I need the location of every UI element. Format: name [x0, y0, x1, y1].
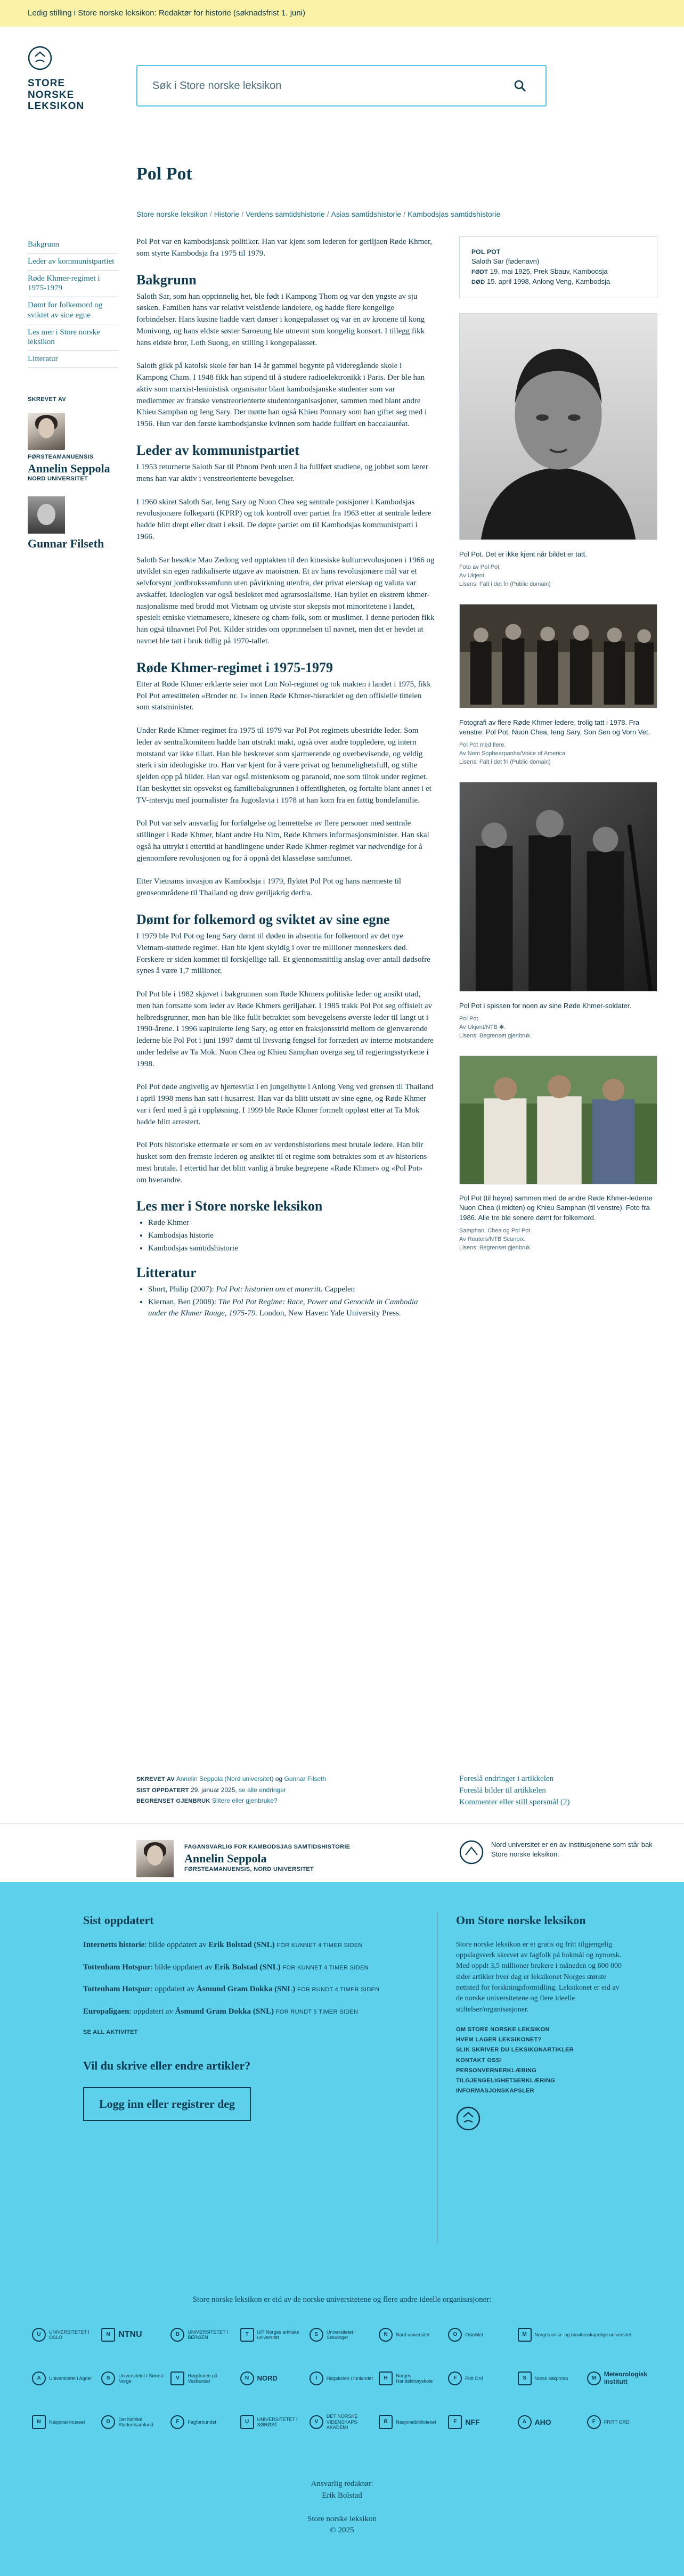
owner-name: UNIVERSITETET I SØRØST: [257, 2416, 298, 2427]
owner-logo[interactable]: [379, 2368, 444, 2389]
figure-credit: [459, 563, 657, 589]
author-org: NORD UNIVERSITET: [28, 475, 88, 482]
academy-icon: V: [310, 2415, 323, 2429]
write-prompt: Vil du skrive eller endre artikler?: [83, 2058, 251, 2072]
article-meta: [136, 1773, 435, 1806]
owner-logo[interactable]: [310, 2324, 374, 2345]
owner-name: Fritt Ord: [465, 2375, 483, 2381]
credit-line: Foto av Pol Pot: [459, 564, 500, 571]
copyright: © 2025: [330, 2526, 354, 2535]
meta-key: SIST OPPDATERT: [136, 1787, 189, 1794]
owner-name: NFF: [465, 2417, 480, 2426]
paragraph: Etter Vietnams invasjon av Kambodsja i 1979, flyktet Pol Pot og hans nærmeste til grenseområdene til Thailand og drev geriljakrig derfra.: [136, 877, 402, 898]
paragraph: I 1960 skiret Saloth Sar, Ieng Sary og Nuon Chea seg sentrale posisjoner i Kambodsjas revolusjonære folkeparti (KPRP) og tok kontroll over partiet fra 1963 etter at sentrale ledere hadde blitt drept eller dratt i eksil. De døpte partiet om til Kambodsjas kommunistparti i 1966.: [136, 497, 431, 541]
owner-logo[interactable]: [448, 2411, 513, 2433]
meta-conjunction: og: [273, 1775, 284, 1782]
suggest-images-link[interactable]: Foreslå bilder til artikkelen: [459, 1786, 546, 1795]
uis-icon: S: [310, 2328, 323, 2342]
footer-bottom: [0, 2479, 684, 2537]
author-name-link[interactable]: Gunnar Filseth: [28, 536, 104, 550]
article-body: [136, 236, 435, 1329]
avatar-face: [38, 418, 54, 438]
update-text: : oppdatert av: [129, 2007, 175, 2016]
owner-logo[interactable]: [518, 2368, 583, 2389]
editor-label: FAGANSVARLIG FOR KAMBODSJAS SAMTIDSHISTORIE: [184, 1843, 351, 1850]
owner-logo[interactable]: [448, 2324, 513, 2345]
owner-logo[interactable]: [240, 2368, 305, 2389]
meta-key: SKREVET AV: [136, 1776, 175, 1782]
owner-name: NORD: [257, 2374, 278, 2382]
owner-logo[interactable]: [32, 2368, 97, 2389]
update-time: FOR RUNDT 4 TIMER SIDEN: [297, 1986, 380, 1993]
nord-university-icon: [459, 1840, 484, 1864]
figure-caption: Pol Pot (til høyre) sammen med de andre Røde Khmer-lederne Nuon Chea (i midten) og Khieu Samphan (til venstre). Foto fra 1986. Alle tre ble senere dømt for folkemord.: [459, 1194, 653, 1222]
meta-author-link[interactable]: Annelin Seppola (Nord universitet): [176, 1775, 274, 1782]
lit-author: Kiernan, Ben (2008):: [148, 1297, 218, 1306]
footer-brand: Store norske leksikon: [307, 2514, 377, 2523]
owner-logo[interactable]: [448, 2368, 513, 2389]
editor-avatar[interactable]: [136, 1840, 174, 1877]
logo-wordmark: [28, 78, 113, 113]
license-line: Lisens: Begrenset gjenbruk: [459, 1032, 531, 1039]
factbox-value: 15. april 1998, Anlong Veng, Kambodsja: [486, 277, 610, 286]
site-logo[interactable]: [28, 46, 113, 112]
article-actions: [459, 1773, 657, 1808]
owner-name: OsloMet: [465, 2332, 483, 2337]
breadcrumb-item[interactable]: Store norske leksikon: [136, 210, 208, 218]
list-item: [148, 1297, 435, 1320]
nasjonalmuseet-icon: N: [32, 2415, 46, 2429]
see-all-activity-link[interactable]: SE ALL AKTIVITET: [83, 2029, 138, 2035]
owner-logo[interactable]: [240, 2411, 305, 2433]
owner-logo[interactable]: [310, 2411, 374, 2433]
subject-editor-section: [0, 1823, 684, 1882]
owner-logo[interactable]: [379, 2411, 444, 2433]
author-avatar[interactable]: [28, 413, 65, 450]
institution-note: [459, 1840, 657, 1864]
update-item: [83, 1984, 424, 1996]
nord-icon: N: [379, 2328, 393, 2342]
license-line: Lisens: Falt i det fri (Public domain): [459, 580, 551, 587]
owners-intro: Store norske leksikon er eid av de norske universitetene og flere andre ideelle organisasjoner:: [192, 2295, 492, 2304]
footer-link[interactable]: SLIK SKRIVER DU LEKSIKONARTIKLER: [456, 2047, 574, 2054]
owner-name: UNIVERSITETET I BERGEN: [188, 2329, 229, 2340]
paragraph: Pol Pot var selv ansvarlig for forfølgelse og henrettelse av flere personer med sentrale stillinger i Røde Khmer, blant andre Hu Nim, Røde Khmers informasjonsminister. Han skal også ha uttrykt i etterttid at handlingene under Røde Khmer-regimet var nødvendige for å gjennomføre revolusjonen og for å oppnå det klasseløse samfunnet.: [136, 819, 429, 863]
toc-link[interactable]: Dømt for folkemord og sviktet av sine egne: [28, 297, 118, 324]
owner-name: Universitetet i Stavanger: [326, 2329, 356, 2340]
figure-caption: Pol Pot. Det er ikke kjent når bildet er tatt.: [459, 550, 587, 558]
reuse-link[interactable]: Slitere eller gjenbruke?: [211, 1797, 278, 1805]
article-sidebar: [459, 236, 657, 1253]
meta-author-link[interactable]: Gunnar Filseth: [284, 1775, 327, 1782]
breadcrumb-item[interactable]: Asias samtidshistorie: [331, 210, 402, 218]
leaders-photo[interactable]: [459, 1056, 657, 1184]
owner-name: UiT Norges arktiske universitet: [257, 2329, 299, 2340]
owner-name: Universitetet i Sørøst-Norge: [118, 2373, 165, 2384]
toc-link[interactable]: Les mer i Store norske leksikon: [28, 324, 118, 351]
update-text: : oppdatert av: [150, 1985, 197, 1994]
owner-logo[interactable]: [101, 2324, 166, 2345]
owner-name: Norsk sakprosa: [534, 2375, 568, 2381]
read-more-link[interactable]: Kambodsjas historie: [148, 1231, 214, 1240]
owner-logo[interactable]: [32, 2411, 97, 2433]
login-button[interactable]: Logg inn eller registrer deg: [83, 2087, 251, 2121]
factbox-value: 19. mai 1925, Prek Sbauv, Kambodsja: [490, 267, 608, 276]
met-icon: M: [587, 2371, 601, 2385]
figure-credit: [459, 1015, 657, 1041]
factbox-title: POL POT: [471, 248, 501, 256]
see-changes-link[interactable]: se alle endringer: [239, 1786, 286, 1794]
paragraph: I 1953 returnerte Saloth Sar til Phnom Penh uten å ha fullført studiene, og jobbet som lærer mens han var aktiv i venstreorienterte bevegelser.: [136, 463, 428, 483]
figure-credit: [459, 741, 657, 767]
paragraph: Saloth Sar besøkte Mao Zedong ved opptakten til den kinesiske kulturrevolusjonen i 1966 og utviklet sin egen radikaliserte utgave av maoismen. Et av hans revolusjonære mål var et selvforsynt jordbrukssamfunn uten påvirkning utenfra, der privat eierskap og valuta var avskaffet. Ideologien var også beslektet med agrarsosialisme. Han byllet en ekstrem khmer-nasjonalisme med brodd mot Vietnam og utviste stor skepsis mot minoritetene i landet, spesielt etniske vietnamesere, kinesere og cham-folk, som er muslimer. I denne perioden fikk han også tilnavnet Pol Pot. Kilder strides om opprinnelsen til navnet, men det er hevdet at navnet ble tatt i bruk tidlig på 1970-tallet.: [136, 555, 435, 645]
lit-publisher: Cappelen: [322, 1285, 355, 1294]
snl-logo-icon: [456, 2106, 481, 2131]
about-text: Store norske leksikon er et gratis og fritt tilgjengelig oppslagsverk skrevet av fagfolk på bokmål og nynorsk. Med oppdt 3,5 millioner brukere i måneden og 600 000 sider artikler hver dag er leksikonet Norges største nettsted for forskningsformidling. Leksikonet er eid av de norske universitetene og flere ideelle stiftelser/organisasjoner.: [456, 1940, 622, 2014]
author-role: FØRSTEAMANUENSIS: [28, 453, 94, 460]
site-footer: [0, 1882, 684, 2576]
update-time: FOR KUNNET 4 TIMER SIDEN: [276, 1942, 363, 1949]
article-intro: Pol Pot var en kambodsjansk politiker. Han var kjent som lederen for geriljaen Røde Khmer, som styrte Kambodsja fra 1975 til 1979.: [136, 238, 433, 258]
meta-updated: [136, 1785, 435, 1796]
update-item: [83, 1962, 424, 1974]
footer-link[interactable]: HVEM LAGER LEKSIKONET?: [456, 2037, 542, 2043]
logo-line-2: NORSKE: [28, 89, 75, 101]
list-item: [148, 1217, 435, 1229]
license-line: Lisens: Falt i det fri (Public domain): [459, 758, 551, 765]
uia-icon: A: [32, 2371, 46, 2385]
search-icon: [514, 79, 526, 92]
update-article-link[interactable]: Tottenham Hotspur: [83, 1962, 151, 1972]
update-item: [83, 2006, 424, 2018]
owner-name: Høgskolen i Innlandet: [326, 2375, 373, 2381]
portrait-photo[interactable]: [459, 313, 657, 540]
owner-logo[interactable]: [587, 2368, 652, 2389]
section-heading: Les mer i Store norske leksikon: [136, 1198, 323, 1214]
paragraph: Pol Pot døde angivelig av hjertesvikt i en jungelhytte i Anlong Veng ved grensen til Thailand i april 1998 mens han satt i husarrest. Han var da blitt utstøtt av sine egne, og Røde Khmer var i ferd med å gå i oppløsning. I 1999 ble Røde Khmer formelt oppløst etter at Ta Mok hadde blitt arrestert.: [136, 1083, 434, 1126]
owner-name: AHO: [534, 2417, 551, 2426]
owner-logo[interactable]: [379, 2324, 444, 2345]
footer-link[interactable]: OM STORE NORSKE LEKSIKON: [456, 2026, 550, 2033]
recent-updates: [83, 1912, 424, 2121]
footer-link[interactable]: TILGJENGELIGHETSERKLÆRING: [456, 2078, 555, 2084]
owner-logo[interactable]: [587, 2411, 652, 2433]
author-name-link[interactable]: Annelin Seppola: [28, 461, 110, 475]
logo-icon: [28, 46, 52, 70]
owner-name: Meteorologisk institutt: [604, 2370, 648, 2385]
owner-name: Nasjonal-museet: [49, 2419, 85, 2425]
owner-name: Nord universitet: [396, 2332, 430, 2337]
about-title: Om Store norske leksikon: [456, 1913, 586, 1927]
breadcrumb-separator: /: [327, 210, 329, 218]
recent-updates-title: Sist oppdatert: [83, 1913, 154, 1927]
paragraph: Pol Pots historiske ettermæle er som en av verdenshistoriens mest brutale ledere. Han blir husket som den fremste lederen og ansiktet til et regime som betraktes som et av historiens mest brutale. I ettertid har det blitt vanlig å bruke begrepene «Røde Khmer» og «Pol Pot» om hverandre.: [136, 1141, 427, 1184]
nff-icon: F: [448, 2415, 462, 2429]
toc-link[interactable]: Leder av kommunistpartiet: [28, 253, 118, 271]
figure-caption: Pol Pot i spissen for noen av sine Røde Khmer-soldater.: [459, 1001, 631, 1010]
factbox-died: [471, 277, 645, 287]
aho-icon: A: [518, 2415, 532, 2429]
banner-text[interactable]: Ledig stilling i Store norske leksikon: Redaktør for historie (søknadsfrist 1. juni): [28, 9, 306, 18]
paragraph: Saloth Sar, som han opprinnelig het, ble født i Kampong Thom og var den yngste av sju søsken. Familien hans var relativt velstående landeiere, og hadde flere kongelige forbindelser. Hans kusine hadde vært danser i kongepalasset og var en av kronene til kong Monivong, og hans eldste søster Saroeung ble utnevnt som kongelig konsort. I tillegg fikk hans eldste bror, Loth Suong, en stilling i kongepalasset.: [136, 292, 425, 347]
owner-name: FRITT ORD: [604, 2419, 630, 2425]
editor-info: [184, 1843, 350, 1874]
site-header: [0, 27, 684, 138]
breadcrumb-separator: /: [209, 210, 212, 218]
sakprosa-icon: S: [518, 2371, 532, 2385]
search-bar: [136, 65, 547, 107]
fagforbundet-icon: F: [170, 2415, 184, 2429]
owner-logo[interactable]: [32, 2324, 97, 2345]
owner-name: Det Norske Studentsamfund: [118, 2416, 153, 2427]
breadcrumb-item[interactable]: Verdens samtidshistorie: [246, 210, 325, 218]
subject-editor: [136, 1840, 350, 1877]
update-author: Erik Bolstad (SNL): [214, 1962, 281, 1972]
lit-title: The Pol Pot Regime: Race, Power and Genocide in Cambodia under the Khmer Rouge, 1975-79.: [148, 1297, 418, 1318]
inn-icon: I: [310, 2371, 323, 2385]
owner-logo[interactable]: [518, 2324, 652, 2345]
paragraph: Pol Pot ble i 1982 skjøvet i bakgrunnen som Røde Khmers politiske leder og ansikt utad, men han fortsatte som leder av Røde Khmers geriljahær. I 1985 trakk Pol Pot seg offisielt av helbredsgrunner, men han ble like fullt betraktet som bevegelsens øverste leder til langt ut i 1990-årene. I 1996 kapitulerte Ieng Sary, og etter en fraksjonsstrid mellom de gjenværende lederne ble Pol Pot i juni 1997 dømt til livsvarig fengsel for forræderi av interne motstandere under ledelse av Ta Mok. Nuon Chea og Khieu Samphan overga seg til regjeringsstyrkene i 1998.: [136, 990, 434, 1068]
footer-link[interactable]: INFORMASJONSKAPSLER: [456, 2088, 534, 2095]
fritt-ord-icon: F: [587, 2415, 601, 2429]
figure-caption: Fotografi av flere Røde Khmer-ledere, trolig tatt i 1978. Fra venstre: Pol Pot, Nuon Chea, Ieng Sary, Son Sen og Vorn Vet.: [459, 718, 650, 736]
owner-logo[interactable]: [310, 2368, 374, 2389]
list-item: [148, 1243, 435, 1255]
toc-link[interactable]: Litteratur: [28, 351, 118, 368]
factbox-born: [471, 267, 645, 277]
factbox: [459, 236, 657, 298]
update-item: [83, 1940, 424, 1951]
update-author: Åsmund Gram Dokka (SNL): [175, 2007, 274, 2016]
ntnu-icon: N: [101, 2328, 115, 2342]
factbox-key: DØD: [471, 279, 485, 286]
owner-logo[interactable]: [170, 2411, 235, 2433]
list-item: [148, 1284, 435, 1296]
owner-name: NTNU: [118, 2329, 142, 2339]
figure: [459, 782, 657, 1041]
usn-icon: S: [101, 2371, 115, 2385]
authors-label: SKREVET AV: [28, 396, 67, 403]
group-photo[interactable]: [459, 604, 657, 708]
article-area: [0, 138, 684, 1821]
breadcrumb-item[interactable]: Historie: [214, 210, 240, 218]
update-author: Åsmund Gram Dokka (SNL): [196, 1985, 296, 1994]
literature-list: [148, 1284, 435, 1320]
owner-name: DET NORSKE VIDENSKAPS-AKADEMI: [326, 2414, 359, 2431]
update-text: : bilde oppdatert av: [150, 1962, 215, 1972]
hvl-icon: V: [170, 2371, 184, 2385]
section-heading: Leder av kommunistpartiet: [136, 442, 299, 458]
announcement-banner[interactable]: [0, 0, 684, 27]
toc-link[interactable]: Bakgrunn: [28, 236, 118, 253]
update-text: : bilde oppdatert av: [144, 1940, 209, 1949]
university-seal-icon: U: [32, 2328, 46, 2342]
breadcrumb-separator: /: [403, 210, 406, 218]
editor-in-chief-label: Ansvarlig redaktør:: [311, 2480, 373, 2488]
owner-logo[interactable]: [518, 2411, 583, 2433]
oslomet-icon: O: [448, 2328, 462, 2342]
nasjonalbiblioteket-icon: B: [379, 2415, 393, 2429]
update-article-link[interactable]: Europaligaen: [83, 2007, 129, 2016]
fritt-ord-icon: F: [448, 2371, 462, 2385]
author-avatar[interactable]: [28, 496, 65, 534]
breadcrumb-separator: /: [241, 210, 244, 218]
meta-key: BEGRENSET GJENBRUK: [136, 1798, 210, 1805]
owner-name: UNIVERSITETET I OSLO: [49, 2329, 89, 2340]
factbox-realname: Saloth Sar (fødenavn): [471, 257, 540, 266]
comment-link[interactable]: Kommenter eller still spørsmål (2): [459, 1797, 570, 1806]
credit-line: Av Ukjent/NTB ✱.: [459, 1024, 506, 1031]
owner-logos: [32, 2324, 652, 2433]
license-line: Lisens: Begrenset gjenbruk: [459, 1244, 531, 1251]
institution-note-text: Nord universitet er en av institusjonene som står bak Store norske leksikon.: [491, 1841, 653, 1859]
breadcrumb-item[interactable]: Kambodsjas samtidshistorie: [408, 210, 501, 218]
section-heading: Litteratur: [136, 1264, 197, 1280]
update-time: FOR RUNDT 5 TIMER SIDEN: [275, 2009, 359, 2016]
lit-title: Pol Pot: historien om et mareritt.: [216, 1285, 323, 1294]
avatar-face: [147, 1845, 163, 1866]
figure: [459, 604, 657, 767]
credit-line: Samphan, Chea og Pol Pot: [459, 1227, 531, 1234]
section-heading: Røde Khmer-regimet i 1975-1979: [136, 659, 333, 675]
university-seal-icon: B: [170, 2328, 184, 2342]
lit-author: Short, Philip (2007):: [148, 1285, 216, 1294]
list-item: [148, 1230, 435, 1242]
spacer: [0, 2502, 684, 2514]
soldiers-photo[interactable]: [459, 782, 657, 992]
search-button[interactable]: [509, 75, 531, 96]
credit-line: Av Ukjent.: [459, 572, 486, 579]
figure: [459, 1056, 657, 1253]
update-article-link[interactable]: Internetts historie: [83, 1940, 145, 1949]
figure-credit: [459, 1227, 657, 1253]
credit-line: Av Reuters/NTB Scanpix.: [459, 1236, 526, 1242]
owner-name: Universitetet i Agder: [49, 2375, 92, 2381]
avatar-face: [37, 504, 55, 525]
section-heading: Dømt for folkemord og sviktet av sine egne: [136, 911, 390, 927]
owner-logo[interactable]: [101, 2411, 166, 2433]
suggest-changes-link[interactable]: Foreslå endringer i artikkelen: [459, 1774, 554, 1783]
owner-name: Høgskulen på Vestlandet: [188, 2373, 217, 2384]
section-heading: Bakgrunn: [136, 272, 197, 288]
uit-icon: T: [240, 2328, 254, 2342]
owner-logo[interactable]: [240, 2324, 305, 2345]
paragraph: Etter at Røde Khmer erklærte seier mot Lon Nol-regimet og tok makten i landet i 1975, fikk Pol Pot arrestittelen «Broder nr. 1» innen Røde Khmer-hierarkiet og den offisielle tittelen som statsminister.: [136, 680, 431, 712]
update-time: FOR KUNNET 4 TIMER SIDEN: [282, 1964, 369, 1971]
paragraph: Saloth gikk på katolsk skole før han 14 år gammel begynte på videregående skole i Kampong Cham. I 1948 fikk han stipend til å studere radioelektronikk i Paris. Der ble han aktiv som marxist-leninistisk organisator blant kambodsjanske studenter som var medlemmer av franske venstreorienterte studentorganisasjoner, sammen med blant andre Khieu Samphan og Ieng Sary. Der møtte han også Khieu Ponnary som han giftet seg med i 1956. Hun var den første kambodsjanske kvinnen som hadde fullført en baccalauréat.: [136, 362, 427, 429]
footer-link[interactable]: PERSONVERNERKLÆRING: [456, 2067, 537, 2074]
nmbu-icon: M: [518, 2328, 532, 2342]
credit-line: Av Nem Sophearpanha/Voice of America.: [459, 750, 567, 757]
figure: [459, 313, 657, 589]
table-of-contents: [28, 236, 118, 550]
owner-name: Nasjonalbiblioteket: [396, 2419, 436, 2425]
owner-name: Norges Handelshøyskole: [396, 2373, 433, 2384]
editor-name-link[interactable]: Annelin Seppola: [184, 1851, 267, 1865]
breadcrumb: [136, 209, 500, 219]
owner-logo[interactable]: [170, 2324, 235, 2345]
editor-in-chief-link[interactable]: Erik Bolstad: [322, 2491, 362, 2500]
meta-reuse: [136, 1795, 435, 1806]
nhh-icon: H: [379, 2371, 393, 2385]
footer-link[interactable]: KONTAKT OSS!: [456, 2057, 502, 2064]
editor-role: FØRSTEAMANUENSIS, NORD UNIVERSITET: [184, 1866, 314, 1873]
logo-line-3: LEKSIKON: [28, 101, 85, 112]
credit-line: Pol Pot med flere.: [459, 741, 506, 748]
nord-icon: N: [240, 2371, 254, 2385]
lit-publisher: London, New Haven: Yale University Press.: [257, 1309, 401, 1318]
paragraph: I 1979 ble Pol Pot og Ieng Sary dømt til døden in absentia for folkemord av det nye Vietnam-støttede regimet. Han ble kjent skyldig i over tre millioner menneskers død. Forskere er siden kommet til forskjellige tall. Et gjennomsnittlig anslag over antall dødsofre synes å være 1,7 millioner.: [136, 932, 430, 976]
toc-link[interactable]: Røde Khmer-regimet i 1975-1979: [28, 271, 118, 298]
factbox-key: FØDT: [471, 269, 488, 276]
owner-name: Norges miljø- og biovitenskapelige universitet: [534, 2332, 631, 2337]
credit-line: Pol Pot.: [459, 1015, 480, 1022]
studentsamfund-icon: D: [101, 2415, 115, 2429]
page-title: Pol Pot: [136, 164, 192, 184]
read-more-list: [148, 1217, 435, 1254]
owner-logo[interactable]: [101, 2368, 166, 2389]
meta-value: 29. januar 2025,: [191, 1786, 237, 1794]
usn-icon: U: [240, 2415, 254, 2429]
logo-line-1: STORE: [28, 77, 66, 89]
read-more-link[interactable]: Røde Khmer: [148, 1219, 190, 1228]
owner-name: Fagforbundet: [188, 2419, 216, 2425]
search-input[interactable]: [152, 80, 509, 92]
meta-written: [136, 1773, 435, 1785]
paragraph: Under Røde Khmer-regimet fra 1975 til 1979 var Pol Pot regimets ubestridte leder. Som leder av sentralkomiteen hadde han utstrakt makt, også over andre toppledere, og intern motstand var ikke tillatt. Han ble beskrevet som sjarmerende og overbevisende, og veldig sterk i sin ideologiske tro. Han var kjent for å være privat og hemmelighetsfull, og stilte sjelden opp på bilder. Han var også mistenksom og paranoid, noe som tiltok under regimet. Han beskyttet sin opsvekst og familiebakgrunnen i offentligheten, og fortalte blant annet i et TV-intervju med journalister fra Jugoslavia i 1978 at han kom fra en fattig bondefamilie.: [136, 726, 431, 805]
read-more-link[interactable]: Kambodsjas samtidshistorie: [148, 1244, 238, 1253]
update-article-link[interactable]: Tottenham Hotspur: [83, 1985, 151, 1994]
owner-logo[interactable]: [170, 2368, 235, 2389]
update-author: Erik Bolstad (SNL): [208, 1940, 275, 1949]
about-section: [456, 1912, 626, 2135]
